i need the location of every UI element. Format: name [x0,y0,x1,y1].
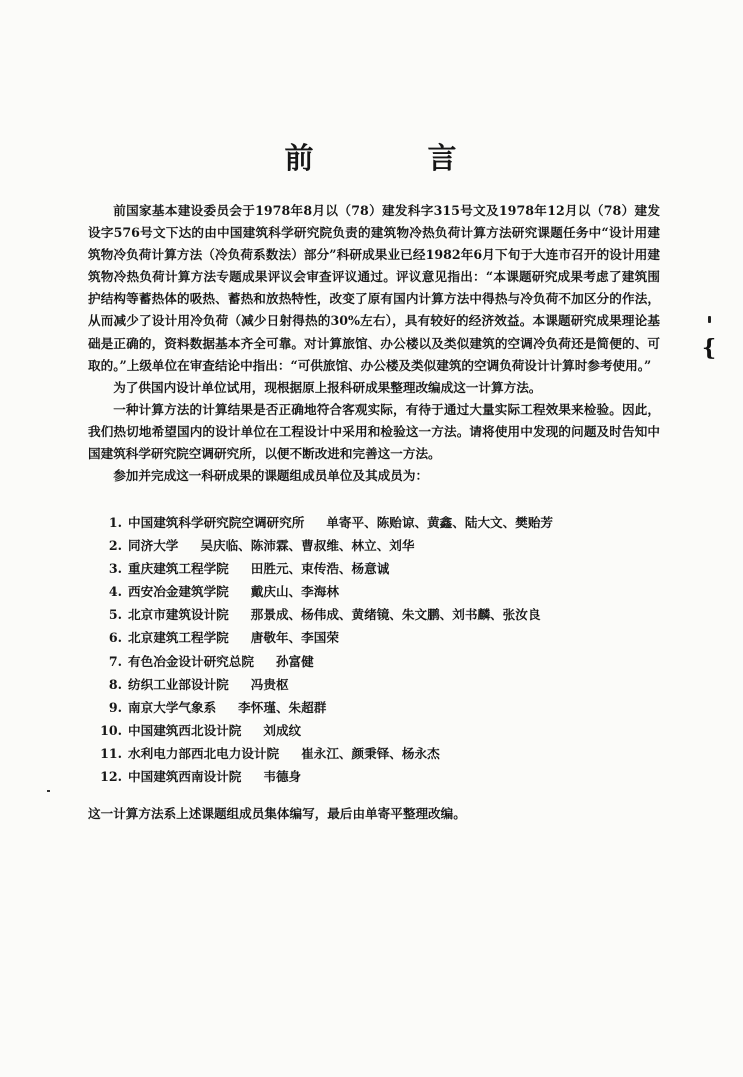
list-item-people: 崔永江、颜秉铎、杨永杰 [301,745,440,761]
list-item-unit: 中国建筑西北设计院 [128,722,242,738]
list-item-unit: 北京建筑工程学院 [128,630,229,646]
list-item-number: 7. [108,653,122,669]
list-item-people: 吴庆临、陈沛霖、曹叔维、林立、刘华 [200,538,415,554]
list-item-number: 1. [108,515,122,530]
list-item-number: 4. [108,584,122,600]
list-item-number: 6. [108,630,122,646]
list-item-number: 9. [108,699,122,715]
list-item [100,626,700,649]
list-item-people: 冯贵枢 [250,676,289,692]
list-item-people: 单寄平、陈贻谅、黄鑫、陆大文、樊贻芳 [326,515,553,530]
list-item-number: 2. [108,538,122,554]
list-item-unit: 西安冶金建筑学院 [128,584,229,600]
paragraph-background: 前国家基本建设委员会于1978年8月以（78）建发科字315号文及1978年12月以（78）建发设字576号文下达的由中国建筑科学研究院负责的建筑物冷热负荷计算方法研究课题任务中“设计用建筑物冷负荷计算方法（冷负荷系数法）部分”科研成果业已经1982年6月下旬于大连市召开的设计用建筑物冷热负荷计算方法专题成果评议会审查评议通过。评议意见指出：“本课题研究成果考虑了建筑围护结构等蓄热体的吸热、蓄热和放热特性，改变了原有国内计算方法中得热与冷负荷不加区分的作法，从而减少了设计用冷负荷（减少日射得热的30%左右），具有较好的经济效益。本课题研究成果理论基础是正确的，资料数据基本齐全可靠。对计算旅馆、办公楼以及类似建筑的空调冷负荷还是简便的、可取的。”上级单位在审查结论中指出：“可供旅馆、办公楼及类似建筑的空调负荷设计计算时参考使用。” [88,203,660,373]
list-item-people: 孙富健 [275,653,314,669]
list-item-unit: 水利电力部西北电力设计院 [128,745,280,761]
list-item-number: 10. [100,722,122,738]
list-item-number: 11. [100,745,122,761]
list-item-number: 5. [108,607,122,623]
list-item [100,719,700,742]
list-item [100,603,700,626]
list-item [100,696,700,719]
list-item-unit: 同济大学 [128,538,179,554]
paragraph-participants-intro: 参加并完成这一科研成果的课题组成员单位及其成员为： [113,468,429,484]
list-item-people: 唐敬年、李国荣 [250,630,339,646]
list-item [100,511,700,534]
list-item-number: 12. [100,769,122,785]
list-item-people: 戴庆山、李海林 [250,584,339,600]
paragraph-request: 一种计算方法的计算结果是否正确地符合客观实际，有待于通过大量实际工程效果来检验。因此，我们热切地希望国内的设计单位在工程设计中采用和检验这一方法。请将使用中发现的问题及时告知中国建筑科学研究院空调研究所，以便不断改进和完善这一方法。 [88,401,660,462]
scan-speck [47,790,50,792]
member-list [100,511,700,788]
list-item-unit: 中国建筑西南设计院 [128,769,242,785]
list-item-unit: 纺织工业部设计院 [128,676,229,692]
list-item-number: 3. [108,561,122,577]
list-item-people: 李怀瑾、朱超群 [238,699,327,715]
list-item [100,650,700,673]
margin-mark [708,316,711,323]
list-item [100,742,700,765]
list-item-people: 田胜元、束传浩、杨意诚 [250,561,390,577]
list-item-unit: 重庆建筑工程学院 [128,561,229,577]
preface-body [88,200,660,487]
paragraph-purpose: 为了供国内设计单位试用，现根据原上报科研成果整理改编成这一计算方法。 [113,379,542,395]
list-item-number: 8. [108,676,122,692]
list-item [100,580,700,603]
list-item-unit: 中国建筑科学研究院空调研究所 [128,515,305,530]
list-item-unit: 有色冶金设计研究总院 [128,653,254,669]
page-title-left-char: 前 [284,141,316,175]
list-item [100,534,700,557]
closing-statement: 这一计算方法系上述课题组成员集体编写，最后由单寄平整理改编。 [88,806,466,821]
list-item-people: 那景成、杨伟成、黄绪镜、朱文鹏、刘书麟、张汝良 [250,607,541,623]
list-item-people: 韦德身 [263,769,302,785]
list-item-people: 刘成纹 [263,722,302,738]
list-item-unit: 北京市建筑设计院 [128,607,229,623]
page-title-right-char: 言 [427,141,459,175]
list-item-unit: 南京大学气象系 [128,699,217,715]
page-title [0,136,743,177]
margin-bracket-mark: { [702,335,717,361]
list-item [100,765,700,788]
list-item [100,557,700,580]
list-item [100,673,700,696]
